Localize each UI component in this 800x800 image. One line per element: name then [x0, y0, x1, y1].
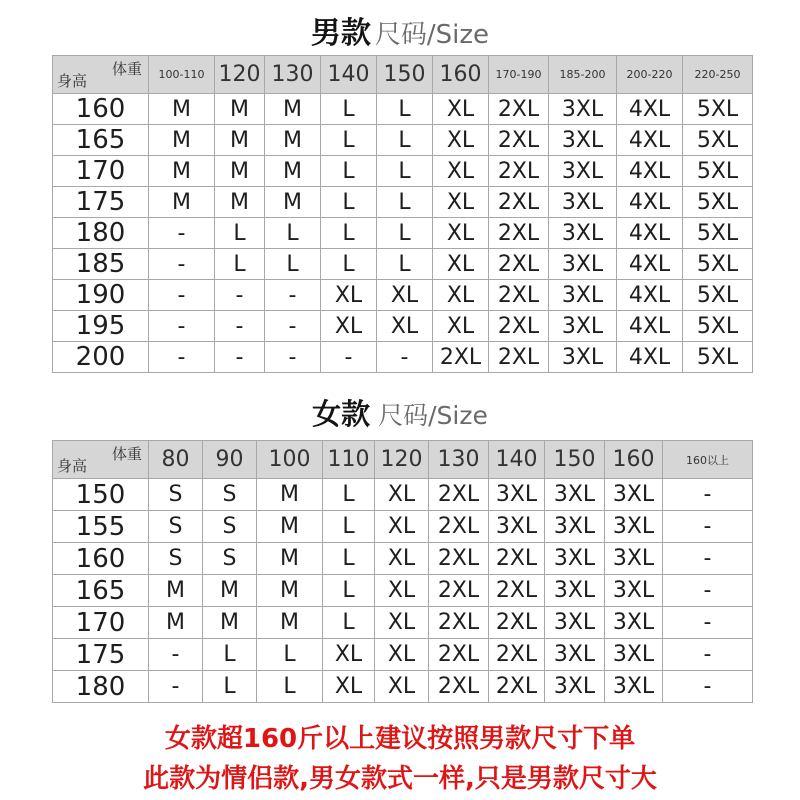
size-cell: 5XL — [683, 218, 753, 249]
size-cell: M — [257, 607, 323, 639]
size-cell: - — [215, 311, 265, 342]
size-cell: XL — [433, 249, 489, 280]
size-cell: L — [257, 639, 323, 671]
size-cell: M — [257, 575, 323, 607]
men-corner-cell — [53, 56, 149, 94]
height-cell: 165 — [53, 575, 149, 607]
size-cell: 3XL — [605, 479, 663, 511]
size-cell: 3XL — [605, 543, 663, 575]
size-cell: 2XL — [489, 342, 549, 373]
size-cell: M — [149, 607, 203, 639]
size-cell: 2XL — [489, 607, 545, 639]
size-cell: 2XL — [489, 311, 549, 342]
size-cell: 5XL — [683, 342, 753, 373]
size-cell: - — [215, 342, 265, 373]
size-cell: M — [149, 125, 215, 156]
size-cell: 3XL — [549, 249, 617, 280]
size-cell: M — [265, 125, 321, 156]
size-cell: 3XL — [549, 187, 617, 218]
size-cell: 3XL — [549, 218, 617, 249]
weight-header-cell: 130 — [429, 441, 489, 479]
size-cell: S — [149, 543, 203, 575]
women-title-label: 女款 — [312, 397, 371, 431]
height-axis-label: 身高 — [57, 457, 88, 475]
size-cell: L — [203, 671, 257, 703]
size-cell: XL — [433, 125, 489, 156]
size-cell: 4XL — [617, 94, 683, 125]
table-row — [53, 218, 753, 249]
size-cell: - — [149, 249, 215, 280]
height-cell: 170 — [53, 607, 149, 639]
height-cell: 155 — [53, 511, 149, 543]
size-cell: 3XL — [489, 479, 545, 511]
size-cell: 4XL — [617, 218, 683, 249]
size-cell: 2XL — [489, 543, 545, 575]
size-cell: L — [377, 187, 433, 218]
size-cell: 2XL — [489, 187, 549, 218]
size-cell: - — [663, 543, 753, 575]
size-cell: S — [149, 479, 203, 511]
size-cell: 2XL — [489, 575, 545, 607]
size-cell: 4XL — [617, 280, 683, 311]
size-cell: M — [265, 156, 321, 187]
size-cell: 2XL — [429, 543, 489, 575]
size-cell: XL — [323, 639, 375, 671]
size-cell: L — [321, 125, 377, 156]
size-cell: M — [265, 94, 321, 125]
height-cell: 185 — [53, 249, 149, 280]
weight-header-cell: 110 — [323, 441, 375, 479]
size-cell: 2XL — [429, 607, 489, 639]
table-row — [53, 575, 753, 607]
size-cell: M — [257, 479, 323, 511]
size-cell: 2XL — [489, 280, 549, 311]
size-cell: L — [323, 543, 375, 575]
men-size-table — [52, 55, 753, 373]
weight-header-cell: 200-220 — [617, 56, 683, 94]
size-cell: 3XL — [605, 639, 663, 671]
size-cell: XL — [433, 156, 489, 187]
table-row — [53, 125, 753, 156]
table-row — [53, 94, 753, 125]
size-cell: L — [323, 479, 375, 511]
size-cell: L — [323, 511, 375, 543]
table-row — [53, 671, 753, 703]
size-cell: L — [265, 218, 321, 249]
weight-header-cell: 140 — [321, 56, 377, 94]
size-cell: 3XL — [545, 511, 605, 543]
size-cell: 3XL — [549, 311, 617, 342]
size-cell: M — [149, 94, 215, 125]
size-cell: 3XL — [549, 156, 617, 187]
table-row — [53, 156, 753, 187]
size-cell: XL — [375, 511, 429, 543]
size-cell: 5XL — [683, 280, 753, 311]
size-cell: M — [149, 156, 215, 187]
size-cell: XL — [375, 575, 429, 607]
size-cell: 3XL — [545, 639, 605, 671]
size-cell: M — [149, 575, 203, 607]
size-cell: 2XL — [489, 639, 545, 671]
size-cell: 2XL — [489, 671, 545, 703]
women-header-row — [53, 441, 753, 479]
height-cell: 175 — [53, 187, 149, 218]
size-cell: - — [663, 575, 753, 607]
weight-axis-label: 体重 — [111, 445, 142, 463]
size-cell: XL — [375, 671, 429, 703]
size-cell: XL — [375, 479, 429, 511]
size-cell: - — [265, 342, 321, 373]
weight-header-cell: 130 — [265, 56, 321, 94]
size-cell: 5XL — [683, 94, 753, 125]
size-cell: 2XL — [429, 639, 489, 671]
size-cell: L — [215, 249, 265, 280]
height-cell: 175 — [53, 639, 149, 671]
size-cell: L — [377, 218, 433, 249]
height-cell: 180 — [53, 218, 149, 249]
size-cell: 3XL — [605, 671, 663, 703]
size-cell: 2XL — [489, 156, 549, 187]
weight-header-cell: 100 — [257, 441, 323, 479]
men-size-title — [0, 8, 800, 52]
table-row — [53, 280, 753, 311]
size-cell: - — [149, 342, 215, 373]
size-cell: - — [149, 311, 215, 342]
size-cell: XL — [433, 187, 489, 218]
size-cell: M — [149, 187, 215, 218]
size-cell: XL — [323, 671, 375, 703]
size-cell: S — [149, 511, 203, 543]
size-cell: XL — [433, 280, 489, 311]
size-cell: - — [663, 479, 753, 511]
size-cell: 2XL — [489, 125, 549, 156]
size-cell: L — [377, 125, 433, 156]
size-cell: XL — [433, 311, 489, 342]
size-cell: M — [215, 156, 265, 187]
height-cell: 195 — [53, 311, 149, 342]
size-cell: L — [265, 249, 321, 280]
weight-header-cell: 220-250 — [683, 56, 753, 94]
size-cell: M — [265, 187, 321, 218]
weight-header-cell: 160以上 — [663, 441, 753, 479]
size-cell: M — [257, 511, 323, 543]
size-cell: 2XL — [433, 342, 489, 373]
size-cell: XL — [321, 311, 377, 342]
size-cell: M — [257, 543, 323, 575]
men-title-size-label: 尺码/Size — [374, 20, 490, 50]
size-cell: XL — [377, 280, 433, 311]
table-row — [53, 311, 753, 342]
size-cell: - — [149, 639, 203, 671]
height-cell: 180 — [53, 671, 149, 703]
size-cell: M — [203, 575, 257, 607]
note-couple-style: 此款为情侣款,男女款式一样,只是男款尺寸大 — [143, 764, 657, 794]
size-cell: S — [203, 479, 257, 511]
size-cell: 4XL — [617, 187, 683, 218]
women-size-title — [0, 392, 800, 433]
height-cell: 160 — [53, 543, 149, 575]
men-title-label: 男款 — [310, 16, 371, 51]
size-cell: L — [257, 671, 323, 703]
weight-header-cell: 160 — [433, 56, 489, 94]
weight-header-cell: 80 — [149, 441, 203, 479]
size-cell: XL — [433, 218, 489, 249]
size-cell: XL — [377, 311, 433, 342]
size-cell: L — [377, 94, 433, 125]
women-corner-cell — [53, 441, 149, 479]
weight-header-cell: 185-200 — [549, 56, 617, 94]
men-header-row — [53, 56, 753, 94]
table-row — [53, 639, 753, 671]
size-cell: L — [321, 249, 377, 280]
size-cell: L — [323, 607, 375, 639]
size-cell: 4XL — [617, 311, 683, 342]
size-cell: 2XL — [429, 671, 489, 703]
height-cell: 150 — [53, 479, 149, 511]
women-size-table — [52, 440, 753, 703]
size-cell: - — [149, 671, 203, 703]
height-cell: 160 — [53, 94, 149, 125]
size-cell: - — [663, 607, 753, 639]
size-cell: 3XL — [605, 607, 663, 639]
size-cell: M — [215, 94, 265, 125]
size-cell: 3XL — [545, 607, 605, 639]
size-cell: 2XL — [489, 94, 549, 125]
size-cell: XL — [375, 607, 429, 639]
table-row — [53, 607, 753, 639]
size-cell: 3XL — [545, 671, 605, 703]
size-cell: 4XL — [617, 156, 683, 187]
weight-header-cell: 120 — [215, 56, 265, 94]
size-cell: - — [149, 280, 215, 311]
size-cell: 4XL — [617, 249, 683, 280]
weight-axis-label: 体重 — [111, 60, 142, 78]
size-cell: L — [215, 218, 265, 249]
size-cell: 2XL — [489, 218, 549, 249]
size-cell: 3XL — [605, 511, 663, 543]
size-cell: 2XL — [489, 249, 549, 280]
size-cell: 4XL — [617, 125, 683, 156]
size-cell: M — [215, 187, 265, 218]
size-cell: L — [377, 156, 433, 187]
size-cell: - — [663, 639, 753, 671]
size-cell: 3XL — [605, 575, 663, 607]
size-cell: - — [663, 671, 753, 703]
size-cell: L — [323, 575, 375, 607]
size-cell: M — [215, 125, 265, 156]
size-cell: 3XL — [549, 280, 617, 311]
table-row — [53, 511, 753, 543]
weight-header-cell: 170-190 — [489, 56, 549, 94]
size-cell: L — [321, 218, 377, 249]
size-cell: 3XL — [549, 125, 617, 156]
size-cell: 2XL — [429, 575, 489, 607]
size-cell: - — [321, 342, 377, 373]
size-cell: XL — [321, 280, 377, 311]
size-cell: S — [203, 511, 257, 543]
size-cell: L — [321, 156, 377, 187]
size-cell: 5XL — [683, 156, 753, 187]
height-cell: 170 — [53, 156, 149, 187]
height-cell: 200 — [53, 342, 149, 373]
height-cell: 165 — [53, 125, 149, 156]
size-cell: L — [321, 94, 377, 125]
size-cell: 2XL — [429, 479, 489, 511]
weight-header-cell: 150 — [545, 441, 605, 479]
table-row — [53, 249, 753, 280]
size-cell: 3XL — [545, 479, 605, 511]
size-cell: 5XL — [683, 125, 753, 156]
size-cell: 5XL — [683, 187, 753, 218]
size-cell: 3XL — [549, 342, 617, 373]
size-cell: S — [203, 543, 257, 575]
height-cell: 190 — [53, 280, 149, 311]
size-cell: - — [377, 342, 433, 373]
table-row — [53, 342, 753, 373]
size-cell: - — [149, 218, 215, 249]
weight-header-cell: 150 — [377, 56, 433, 94]
size-cell: L — [321, 187, 377, 218]
size-cell: M — [203, 607, 257, 639]
size-cell: 3XL — [549, 94, 617, 125]
size-cell: XL — [375, 543, 429, 575]
size-cell: XL — [375, 639, 429, 671]
note-women-over-160: 女款超160斤以上建议按照男款尺寸下单 — [164, 724, 636, 754]
size-cell: 2XL — [429, 511, 489, 543]
size-cell: 3XL — [545, 543, 605, 575]
table-row — [53, 479, 753, 511]
weight-header-cell: 120 — [375, 441, 429, 479]
weight-header-cell: 100-110 — [149, 56, 215, 94]
size-cell: 5XL — [683, 311, 753, 342]
size-cell: - — [265, 280, 321, 311]
table-row — [53, 543, 753, 575]
size-cell: - — [663, 511, 753, 543]
size-cell: - — [215, 280, 265, 311]
size-cell: L — [377, 249, 433, 280]
size-cell: - — [265, 311, 321, 342]
weight-header-cell: 90 — [203, 441, 257, 479]
weight-header-cell: 140 — [489, 441, 545, 479]
weight-header-cell: 160 — [605, 441, 663, 479]
height-axis-label: 身高 — [57, 72, 88, 90]
table-row — [53, 187, 753, 218]
women-title-size-label: 尺码/Size — [378, 401, 488, 430]
size-cell: XL — [433, 94, 489, 125]
size-cell: 3XL — [545, 575, 605, 607]
size-cell: L — [203, 639, 257, 671]
size-cell: 4XL — [617, 342, 683, 373]
size-cell: 3XL — [489, 511, 545, 543]
size-cell: 5XL — [683, 249, 753, 280]
